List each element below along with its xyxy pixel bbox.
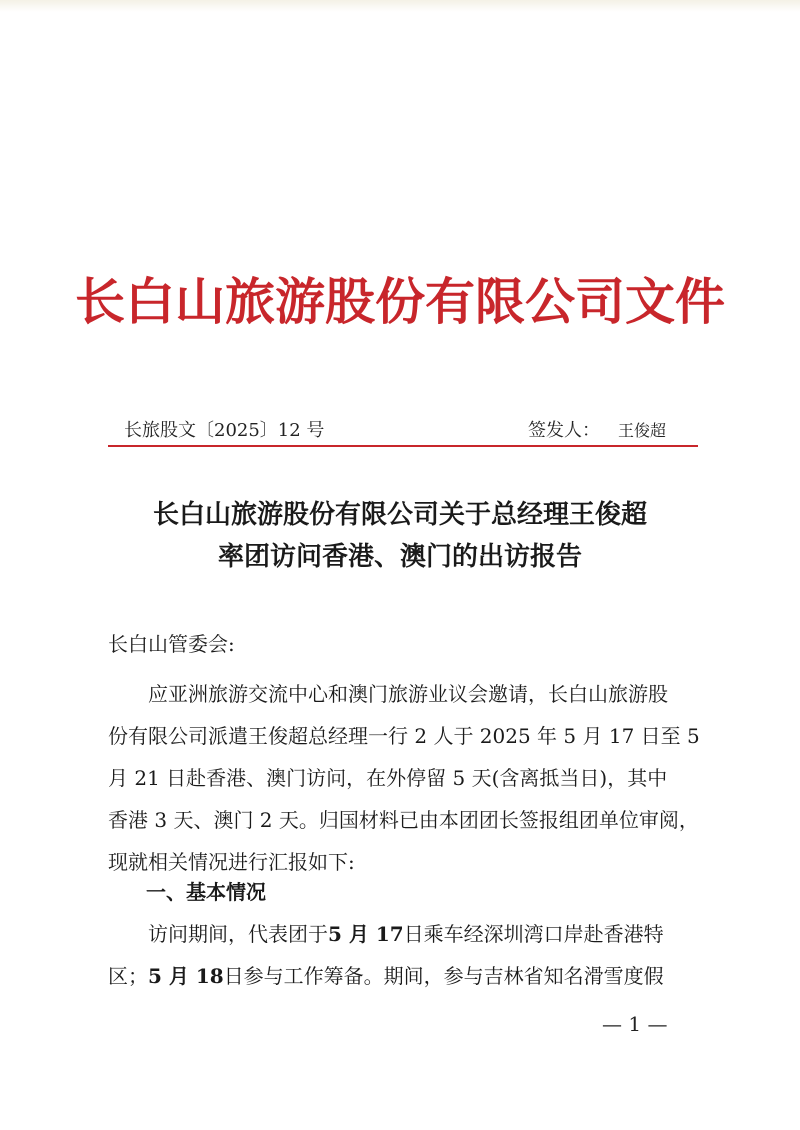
page-number: — 1 —	[602, 1012, 668, 1036]
paragraph-1-line-1: 应亚洲旅游交流中心和澳门旅游业议会邀请，长白山旅游股	[148, 682, 668, 706]
paragraph-1-line-4: 香港 3 天、澳门 2 天。归国材料已由本团团长签报组团单位审阅，	[108, 808, 699, 832]
paragraph-2-line-1-lead: 访问期间，代表团于	[148, 922, 328, 946]
paragraph-2-date-1: 5 月 17	[328, 922, 404, 946]
paragraph-2-line-1	[148, 918, 664, 947]
paragraph-1-line-2: 份有限公司派遣王俊超总经理一行 2 人于 2025 年 5 月 17 日至 5	[108, 724, 700, 748]
red-divider-line	[108, 445, 698, 447]
signer-label: 签发人：	[528, 420, 600, 441]
paragraph-2-date-2: 5 月 18	[148, 964, 224, 988]
section-heading-basic: 一、基本情况	[146, 880, 266, 904]
paragraph-2-line-1-tail: 日乘车经深圳湾口岸赴香港特	[403, 922, 664, 946]
signer-name: 王俊超	[618, 421, 667, 440]
paragraph-1-line-3: 月 21 日赴香港、澳门访问，在外停留 5 天(含离抵当日)，其中	[108, 766, 668, 790]
title-line-1: 长白山旅游股份有限公司关于总经理王俊超	[152, 500, 647, 530]
document-number: 长旅股文〔2025〕12 号	[124, 420, 325, 441]
document-title	[0, 494, 800, 578]
title-line-2: 率团访问香港、澳门的出访报告	[217, 542, 582, 572]
paragraph-2-line-2	[108, 960, 664, 989]
paragraph-2-line-2-tail: 日参与工作筹备。期间，参与吉林省知名滑雪度假	[223, 964, 664, 988]
recipient: 长白山管委会:	[108, 632, 235, 656]
paragraph-1-line-5: 现就相关情况进行汇报如下:	[108, 850, 355, 874]
paragraph-2-line-2-lead: 区；	[108, 964, 148, 988]
page-top-edge	[0, 0, 800, 12]
document-masthead: 长白山旅游股份有限公司文件	[75, 273, 725, 331]
